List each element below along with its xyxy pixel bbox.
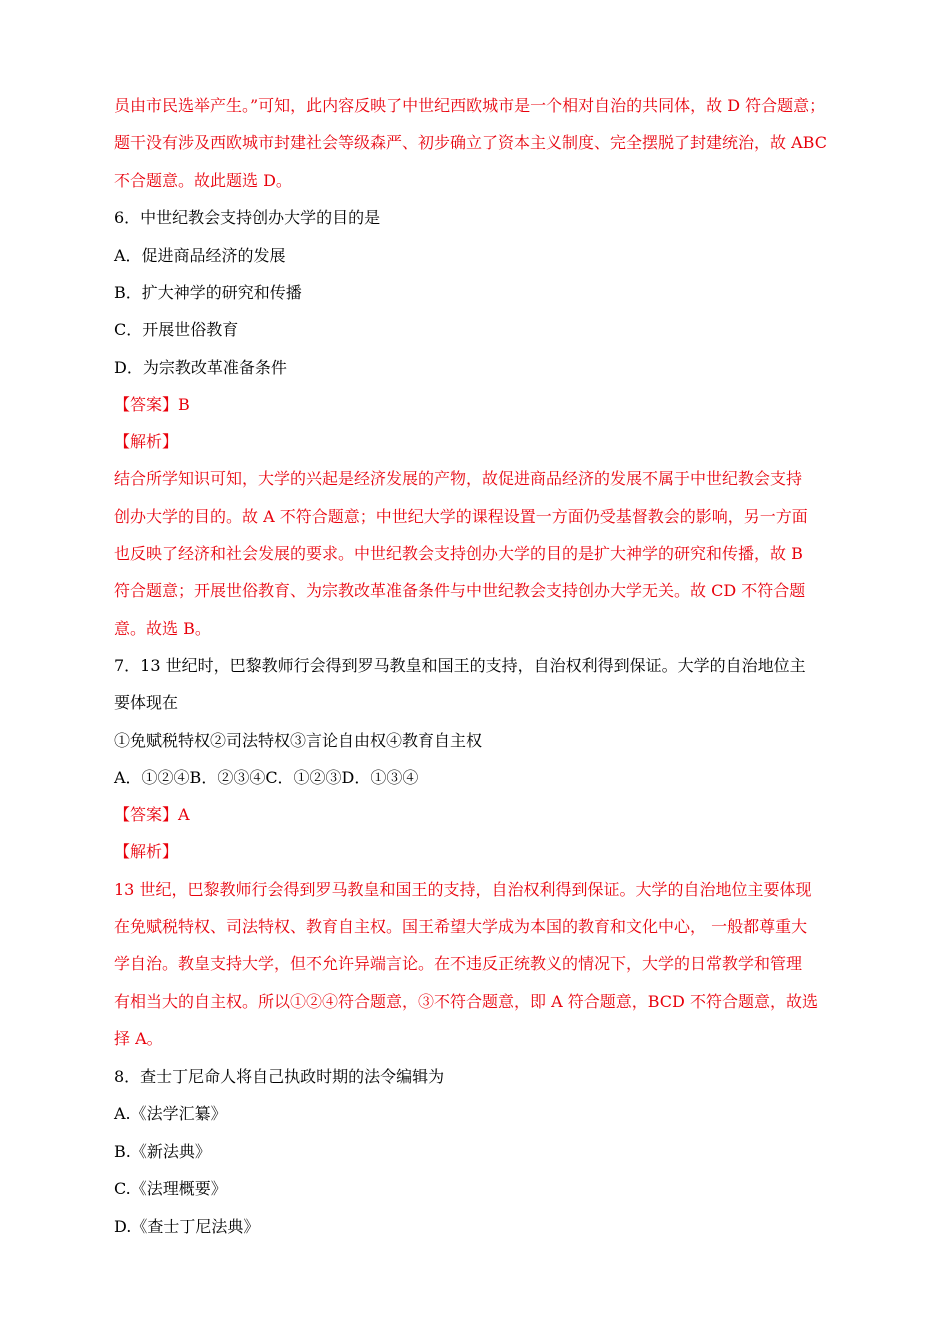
q7-stem-line-1: 7．13 世纪时，巴黎教师行会得到罗马教皇和国王的支持，自治权利得到保证。大学的自治地位主 <box>114 656 806 675</box>
q7-analysis-line-4: 有相当大的自主权。所以①②④符合题意，③不符合题意，即 A 符合题意，BCD 不符合题意，故选 <box>114 992 818 1011</box>
q6-analysis-line-2: 创办大学的目的。故 A 不符合题意；中世纪大学的课程设置一方面仍受基督教会的影响，另一方面 <box>114 507 808 526</box>
q8-option-a: A.《法学汇纂》 <box>114 1104 227 1123</box>
q6-option-c: C．开展世俗教育 <box>114 320 239 339</box>
q7-analysis-line-2: 在免赋税特权、司法特权、教育自主权。国王希望大学成为本国的教育和文化中心， 一般都尊重大 <box>114 917 808 936</box>
q7-analysis-line-1: 13 世纪，巴黎教师行会得到罗马教皇和国王的支持，自治权利得到保证。大学的自治地位主要体现 <box>114 880 812 899</box>
q7-answer: 【答案】A <box>114 805 190 824</box>
prev-analysis-line-3: 不合题意。故此题选 D。 <box>114 171 292 190</box>
q6-analysis-line-3: 也反映了经济和社会发展的要求。中世纪教会支持创办大学的目的是扩大神学的研究和传播，故 B <box>114 544 803 563</box>
q6-option-a: A．促进商品经济的发展 <box>114 246 286 265</box>
prev-analysis-line-1: 员由市民选举产生。”可知，此内容反映了中世纪西欧城市是一个相对自治的共同体，故 D 符合题意； <box>114 96 826 115</box>
q8-option-c: C.《法理概要》 <box>114 1179 227 1198</box>
q6-analysis-line-1: 结合所学知识可知，大学的兴起是经济发展的产物，故促进商品经济的发展不属于中世纪教会支持 <box>114 469 803 488</box>
q7-analysis-label: 【解析】 <box>114 842 179 861</box>
q7-items: ①免赋税特权②司法特权③言论自由权④教育自主权 <box>114 731 483 750</box>
q6-option-d: D．为宗教改革准备条件 <box>114 358 287 377</box>
q6-answer: 【答案】B <box>114 395 190 414</box>
q6-analysis-line-5: 意。故选 B。 <box>114 619 211 638</box>
q8-option-d: D.《查士丁尼法典》 <box>114 1217 260 1236</box>
prev-analysis-line-2: 题干没有涉及西欧城市封建社会等级森严、初步确立了资本主义制度、完全摆脱了封建统治，故 ABC <box>114 133 827 152</box>
q6-option-b: B．扩大神学的研究和传播 <box>114 283 302 302</box>
q7-stem-line-2: 要体现在 <box>114 693 179 712</box>
q8-stem: 8．查士丁尼命人将自己执政时期的法令编辑为 <box>114 1067 445 1086</box>
q7-analysis-line-5: 择 A。 <box>114 1029 163 1048</box>
q6-analysis-line-4: 符合题意；开展世俗教育、为宗教改革准备条件与中世纪教会支持创办大学无关。故 CD 不符合题 <box>114 581 806 600</box>
q6-stem: 6．中世纪教会支持创办大学的目的是 <box>114 208 381 227</box>
q7-analysis-line-3: 学自治。教皇支持大学，但不允许异端言论。在不违反正统教义的情况下，大学的日常教学和管理 <box>114 954 803 973</box>
q7-options: A．①②④B．②③④C．①②③D．①③④ <box>114 768 419 787</box>
q6-analysis-label: 【解析】 <box>114 432 179 451</box>
q8-option-b: B.《新法典》 <box>114 1142 211 1161</box>
